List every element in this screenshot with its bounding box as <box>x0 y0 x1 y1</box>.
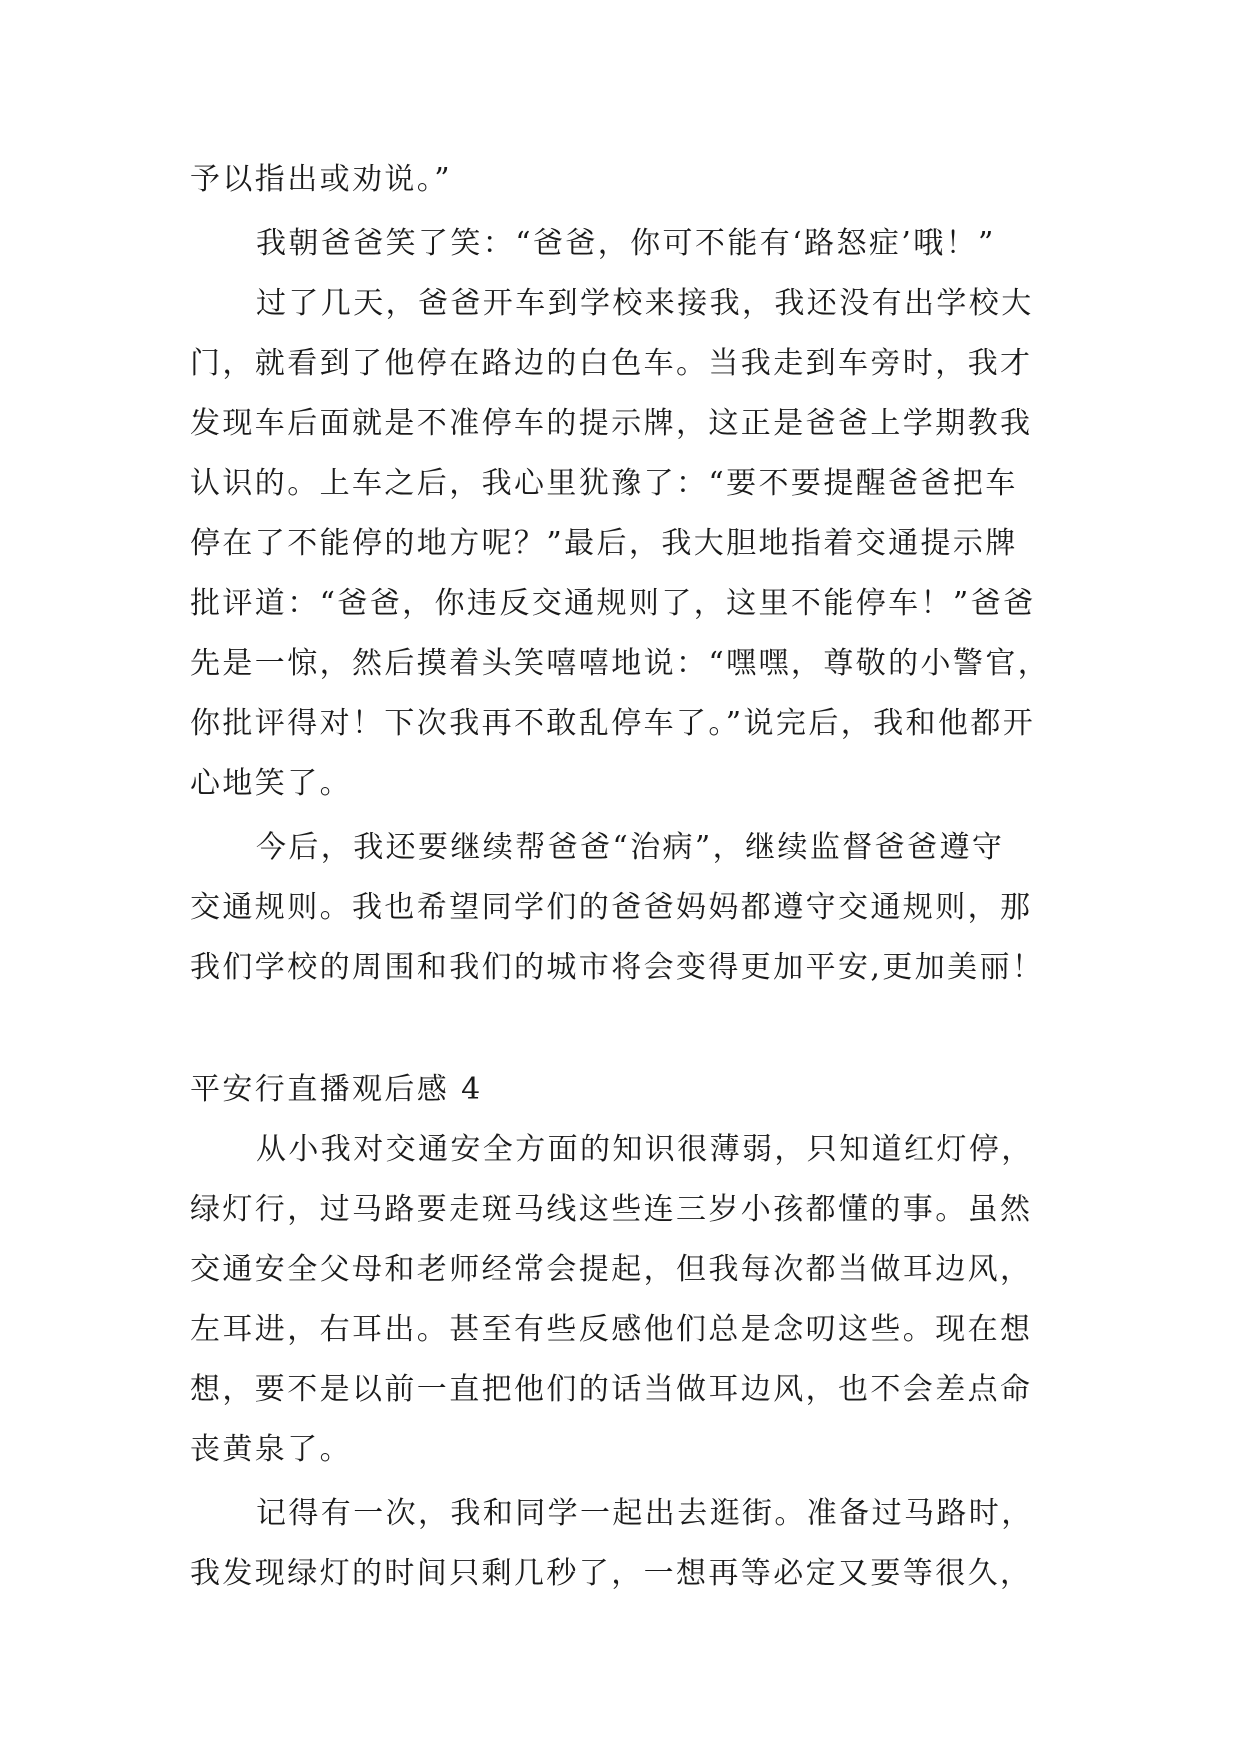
section-heading: 平安行直播观后感 4 <box>190 1072 483 1107</box>
text-line: 予以指出或劝说。” <box>190 162 452 197</box>
text-line: 从小我对交通安全方面的知识很薄弱，只知道红灯停， <box>256 1132 1034 1167</box>
text-line: 先是一惊，然后摸着头笑嘻嘻地说：“嘿嘿，尊敬的小警官， <box>190 646 1051 681</box>
document-page <box>190 150 1060 1604</box>
text-line: 今后，我还要继续帮爸爸“治病”，继续监督爸爸遵守 <box>256 830 1005 865</box>
text-line: 你批评得对！下次我再不敢乱停车了。”说完后，我和他都开 <box>190 706 1036 741</box>
text-line: 想，要不是以前一直把他们的话当做耳边风，也不会差点命 <box>190 1372 1033 1407</box>
text-line: 丧黄泉了。 <box>190 1432 352 1467</box>
text-line: 认识的。上车之后，我心里犹豫了：“要不要提醒爸爸把车 <box>190 466 1018 501</box>
text-line: 心地笑了。 <box>190 766 352 801</box>
text-line: 交通规则。我也希望同学们的爸爸妈妈都遵守交通规则，那 <box>190 890 1033 925</box>
text-line: 记得有一次，我和同学一起出去逛街。准备过马路时， <box>256 1496 1034 1531</box>
text-line: 交通安全父母和老师经常会提起，但我每次都当做耳边风， <box>190 1252 1033 1287</box>
text-line: 发现车后面就是不准停车的提示牌，这正是爸爸上学期教我 <box>190 406 1033 441</box>
text-line: 我们学校的周围和我们的城市将会变得更加平安,更加美丽！ <box>190 950 1045 985</box>
text-line: 批评道：“爸爸，你违反交通规则了，这里不能停车！”爸爸 <box>190 586 1036 621</box>
text-line: 绿灯行，过马路要走斑马线这些连三岁小孩都懂的事。虽然 <box>190 1192 1033 1227</box>
text-line: 左耳进，右耳出。甚至有些反感他们总是念叨这些。现在想 <box>190 1312 1033 1347</box>
text-line: 门，就看到了他停在路边的白色车。当我走到车旁时，我才 <box>190 346 1033 381</box>
text-line: 过了几天，爸爸开车到学校来接我，我还没有出学校大 <box>256 286 1034 321</box>
text-line: 我朝爸爸笑了笑：“爸爸，你可不能有‘路怒症’哦！” <box>256 226 996 261</box>
text-line: 停在了不能停的地方呢？”最后，我大胆地指着交通提示牌 <box>190 526 1018 561</box>
text-line: 我发现绿灯的时间只剩几秒了，一想再等必定又要等很久， <box>190 1556 1033 1591</box>
